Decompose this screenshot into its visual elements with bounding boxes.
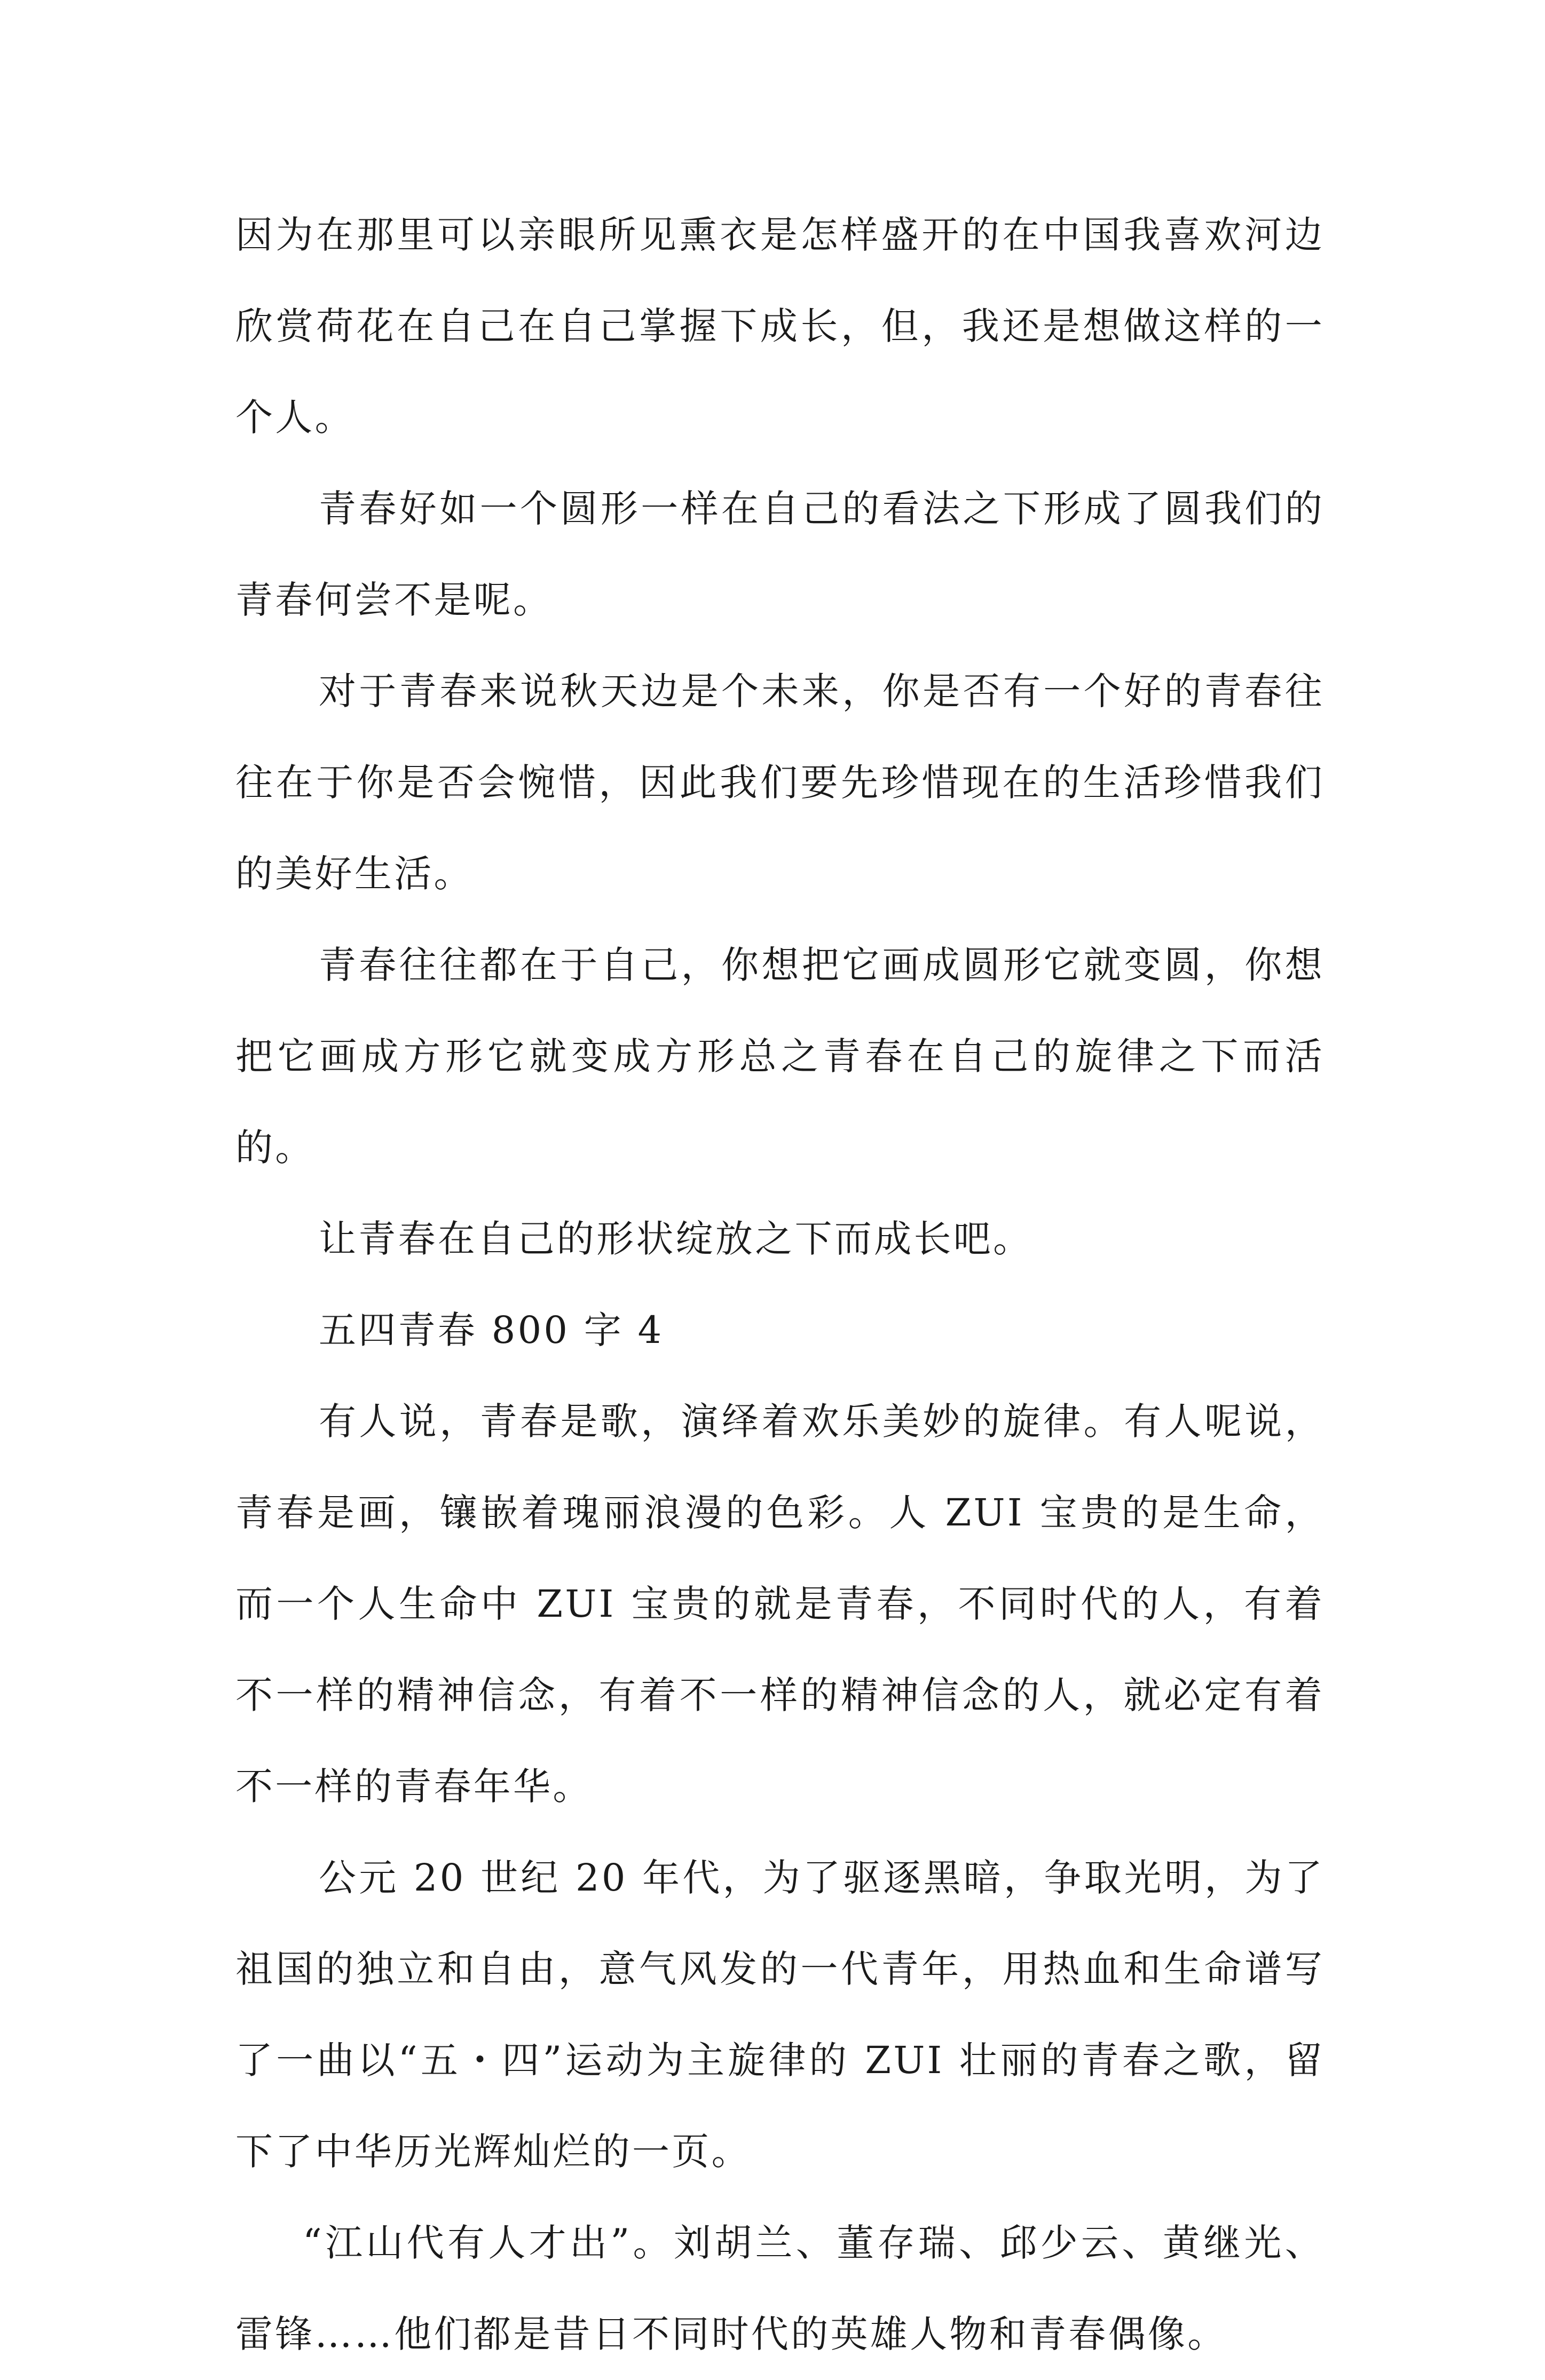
paragraph-2: 青春好如一个圆形一样在自己的看法之下形成了圆我们的青春何尝不是呢。 [235, 487, 1325, 622]
section-heading: 五四青春 800 字 4 [319, 1308, 664, 1352]
paragraph-5: 让青春在自己的形状绽放之下而成长吧。 [319, 1217, 1033, 1261]
paragraph-4: 青春往往都在于自己，你想把它画成圆形它就变圆，你想把它画成方形它就变成方形总之青春在自己的旋律之下而活的。 [235, 943, 1325, 1169]
paragraph-3: 对于青春来说秋天边是个未来，你是否有一个好的青春往往在于你是否会惋惜，因此我们要先珍惜现在的生活珍惜我们的美好生活。 [235, 669, 1325, 896]
paragraph-7: 公元 20 世纪 20 年代，为了驱逐黑暗，争取光明，为了祖国的独立和自由，意气风发的一代青年，用热血和生命谱写了一曲以“五・四”运动为主旋律的 ZUI 壮丽的青春之歌，留下了中华历光辉灿烂的一页。 [235, 1856, 1325, 2173]
paragraph-1: 因为在那里可以亲眼所见熏衣是怎样盛开的在中国我喜欢河边欣赏荷花在自己在自己掌握下成长，但，我还是想做这样的一个人。 [235, 213, 1325, 439]
document-body [235, 189, 1325, 2380]
paragraph-6: 有人说，青春是歌，演绎着欢乐美妙的旋律。有人呢说，青春是画，镶嵌着瑰丽浪漫的色彩。人 ZUI 宝贵的是生命，而一个人生命中 ZUI 宝贵的就是青春，不同时代的人，有着不一样的精神信念，有着不一样的精神信念的人，就必定有着不一样的青春年华。 [235, 1399, 1325, 1808]
paragraph-8: “江山代有人才出”。刘胡兰、董存瑞、邱少云、黄继光、雷锋……他们都是昔日不同时代的英雄人物和青春偶像。 [235, 2221, 1325, 2356]
